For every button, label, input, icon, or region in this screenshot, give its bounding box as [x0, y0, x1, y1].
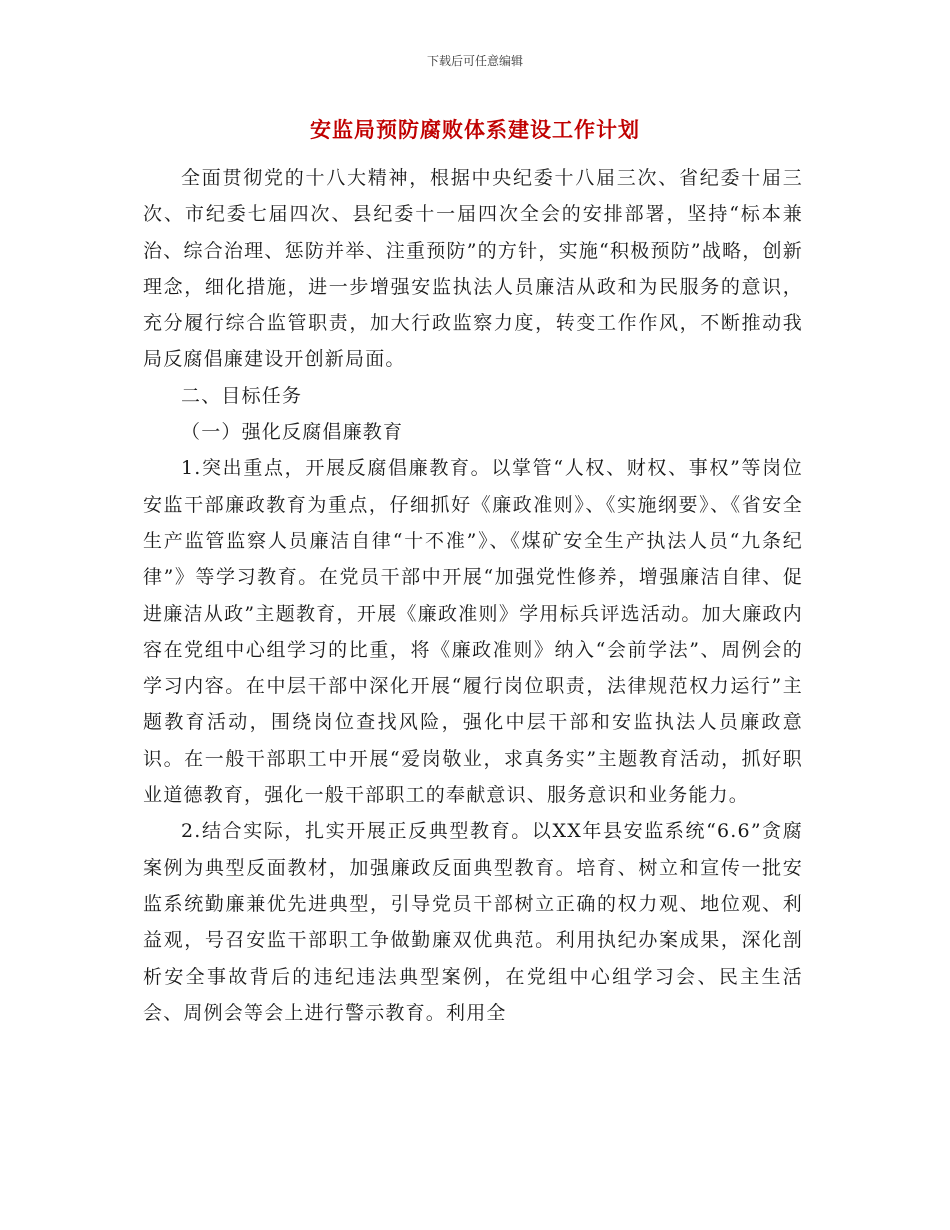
page-header-note: 下载后可任意编辑: [426, 54, 523, 68]
paragraph-item-1: 1.突出重点，开展反腐倡廉教育。以掌管“人权、财权、事权”等岗位安监干部廉政教育为重点，仔细抓好《廉政准则》、《实施纲要》、《省安全生产监管监察人员廉洁自律“十不准”》、《煤矿安全生产执法人员“九条纪律”》等学习教育。在党员干部中开展“加强党性修养，增强廉洁自律、促进廉洁从政”主题教育，开展《廉政准则》学用标兵评选活动。加大廉政内容在党组中心组学习的比重，将《廉政准则》纳入“会前学法”、周例会的学习内容。在中层干部中深化开展“履行岗位职责，法律规范权力运行”主题教育活动，围绕岗位查找风险，强化中层干部和安监执法人员廉政意识。在一般干部职工中开展“爱岗敬业，求真务实”主题教育活动，抓好职业道德教育，强化一般干部职工的奉献意识、服务意识和业务能力。: [143, 457, 803, 807]
section-heading: 二、目标任务: [181, 384, 303, 407]
paragraph-item-2: 2.结合实际，扎实开展正反典型教育。以XX年县安监系统“6.6”贪腐案例为典型反面教材，加强廉政反面典型教育。培育、树立和宣传一批安监系统勤廉兼优先进典型，引导党员干部树立正确的权力观、地位观、利益观，号召安监干部职工争做勤廉双优典范。利用执纪办案成果，深化剖析安全事故背后的违纪违法典型案例，在党组中心组学习会、民主生活会、周例会等会上进行警示教育。利用全: [143, 820, 803, 1024]
subsection-heading: （一）强化反腐倡廉教育: [181, 421, 404, 444]
paragraph-intro: 全面贯彻党的十八大精神，根据中央纪委十八届三次、省纪委十届三次、市纪委七届四次、县纪委十一届四次全会的安排部署，坚持“标本兼治、综合治理、惩防并举、注重预防”的方针，实施“积极预防”战略，创新理念，细化措施，进一步增强安监执法人员廉洁从政和为民服务的意识，充分履行综合监管职责，加大行政监察力度，转变工作作风，不断推动我局反腐倡廉建设开创新局面。: [143, 167, 803, 371]
document-body: [143, 160, 803, 1031]
document-title: 安监局预防腐败体系建设工作计划: [310, 118, 640, 142]
